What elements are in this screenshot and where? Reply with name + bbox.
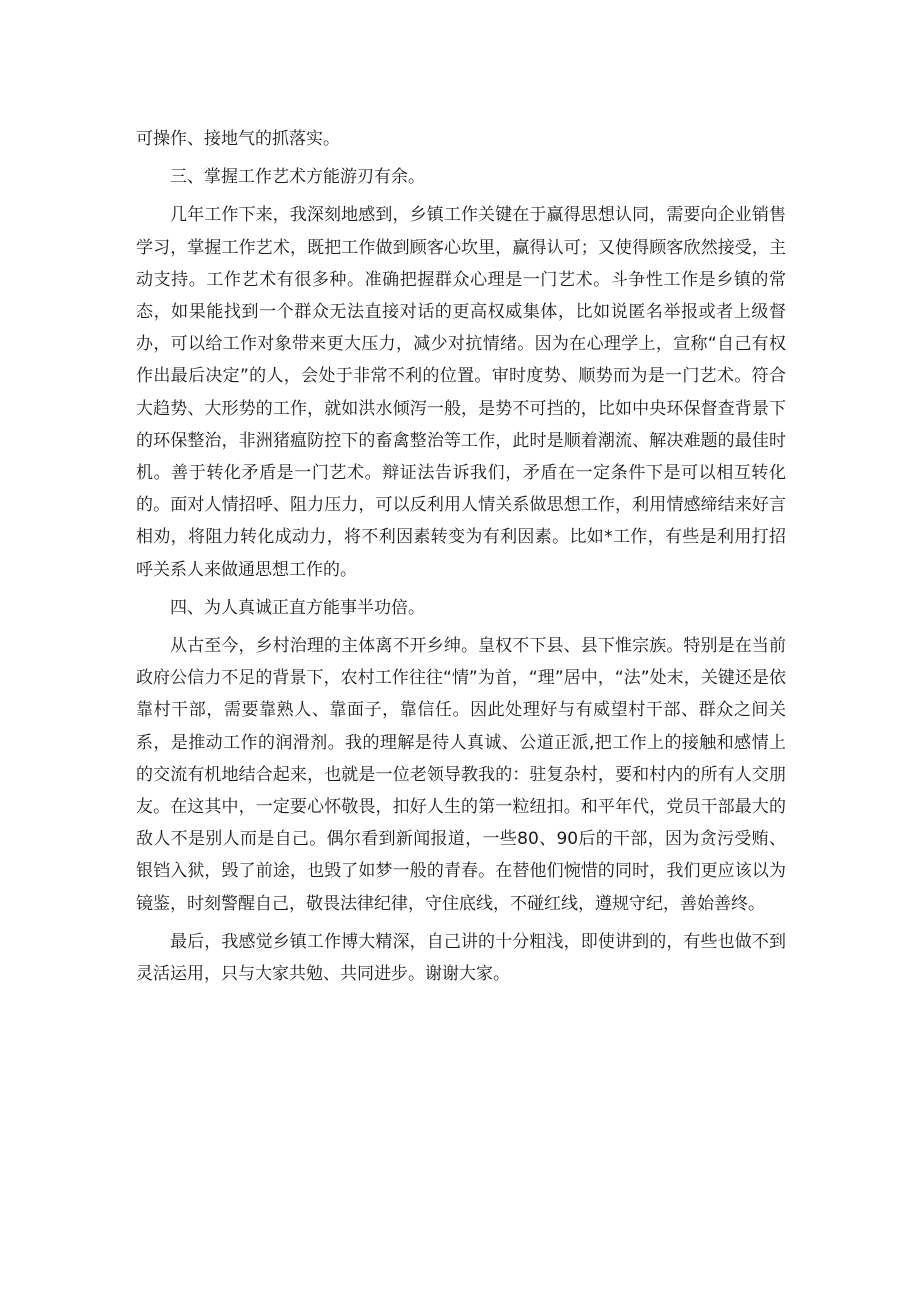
paragraph-sincerity: 从古至今，乡村治理的主体离不开乡绅。皇权不下县、县下惟宗族。特别是在当前政府公信力不足的背景下，农村工作往往“情”为首，“理”居中，“法”处末，关键还是依靠村干部，需要靠熟人、靠面子，靠信任。因此处理好与有威望村干部、群众之间关系，是推动工作的润滑剂。我的理解是待人真诚、公道正派,把工作上的接触和感情上的交流有机地结合起来，也就是一位老领导教我的：驻复杂村，要和村内的所有人交朋友。在这其中，一定要心怀敬畏，扣好人生的第一粒纽扣。和平年代，党员干部最大的敌人不是别人而是自己。偶尔看到新闻报道，一些80、90后的干部，因为贪污受贿、银铛入狱，毁了前途，也毁了如梦一般的青春。在替他们惋惜的同时，我们更应该以为镜鉴，时刻警醒自己，敬畏法律纪律，守住底线，不碰红线，遵规守纪，善始善终。 [136,636,786,914]
section-heading-three: 三、掌握工作艺术方能游刃有余。 [170,167,425,188]
paragraph-continuation: 可操作、接地气的抓落实。 [136,129,340,149]
document-body [136,123,786,996]
paragraph-closing: 最后，我感觉乡镇工作博大精深，自己讲的十分粗浅，即使讲到的，有些也做不到灵活运用，只与大家共勉、共同进步。谢谢大家。 [136,931,786,985]
section-heading-four: 四、为人真诚正直方能事半功倍。 [170,597,425,618]
paragraph-work-art: 几年工作下来，我深刻地感到，乡镇工作关键在于赢得思想认同，需要向企业销售学习，掌握工作艺术，既把工作做到顾客心坎里，赢得认可；又使得顾客欣然接受，主动支持。工作艺术有很多种。准确把握群众心理是一门艺术。斗争性工作是乡镇的常态，如果能找到一个群众无法直接对话的更高权威集体，比如说匿名举报或者上级督办，可以给工作对象带来更大压力，减少对抗情绪。因为在心理学上，宣称“自己有权作出最后决定”的人，会处于非常不利的位置。审时度势、顺势而为是一门艺术。符合大趋势、大形势的工作，就如洪水倾泻一般，是势不可挡的，比如中央环保督查背景下的环保整治，非洲猪瘟防控下的畜禽整治等工作，此时是顺着潮流、解决难题的最佳时机。善于转化矛盾是一门艺术。辩证法告诉我们，矛盾在一定条件下是可以相互转化的。面对人情招呼、阻力压力，可以反利用人情关系做思想工作，利用情感缔结来好言相劝，将阻力转化成动力，将不利因素转变为有利因素。比如*工作，有些是利用打招呼关系人来做通思想工作的。 [136,205,786,580]
